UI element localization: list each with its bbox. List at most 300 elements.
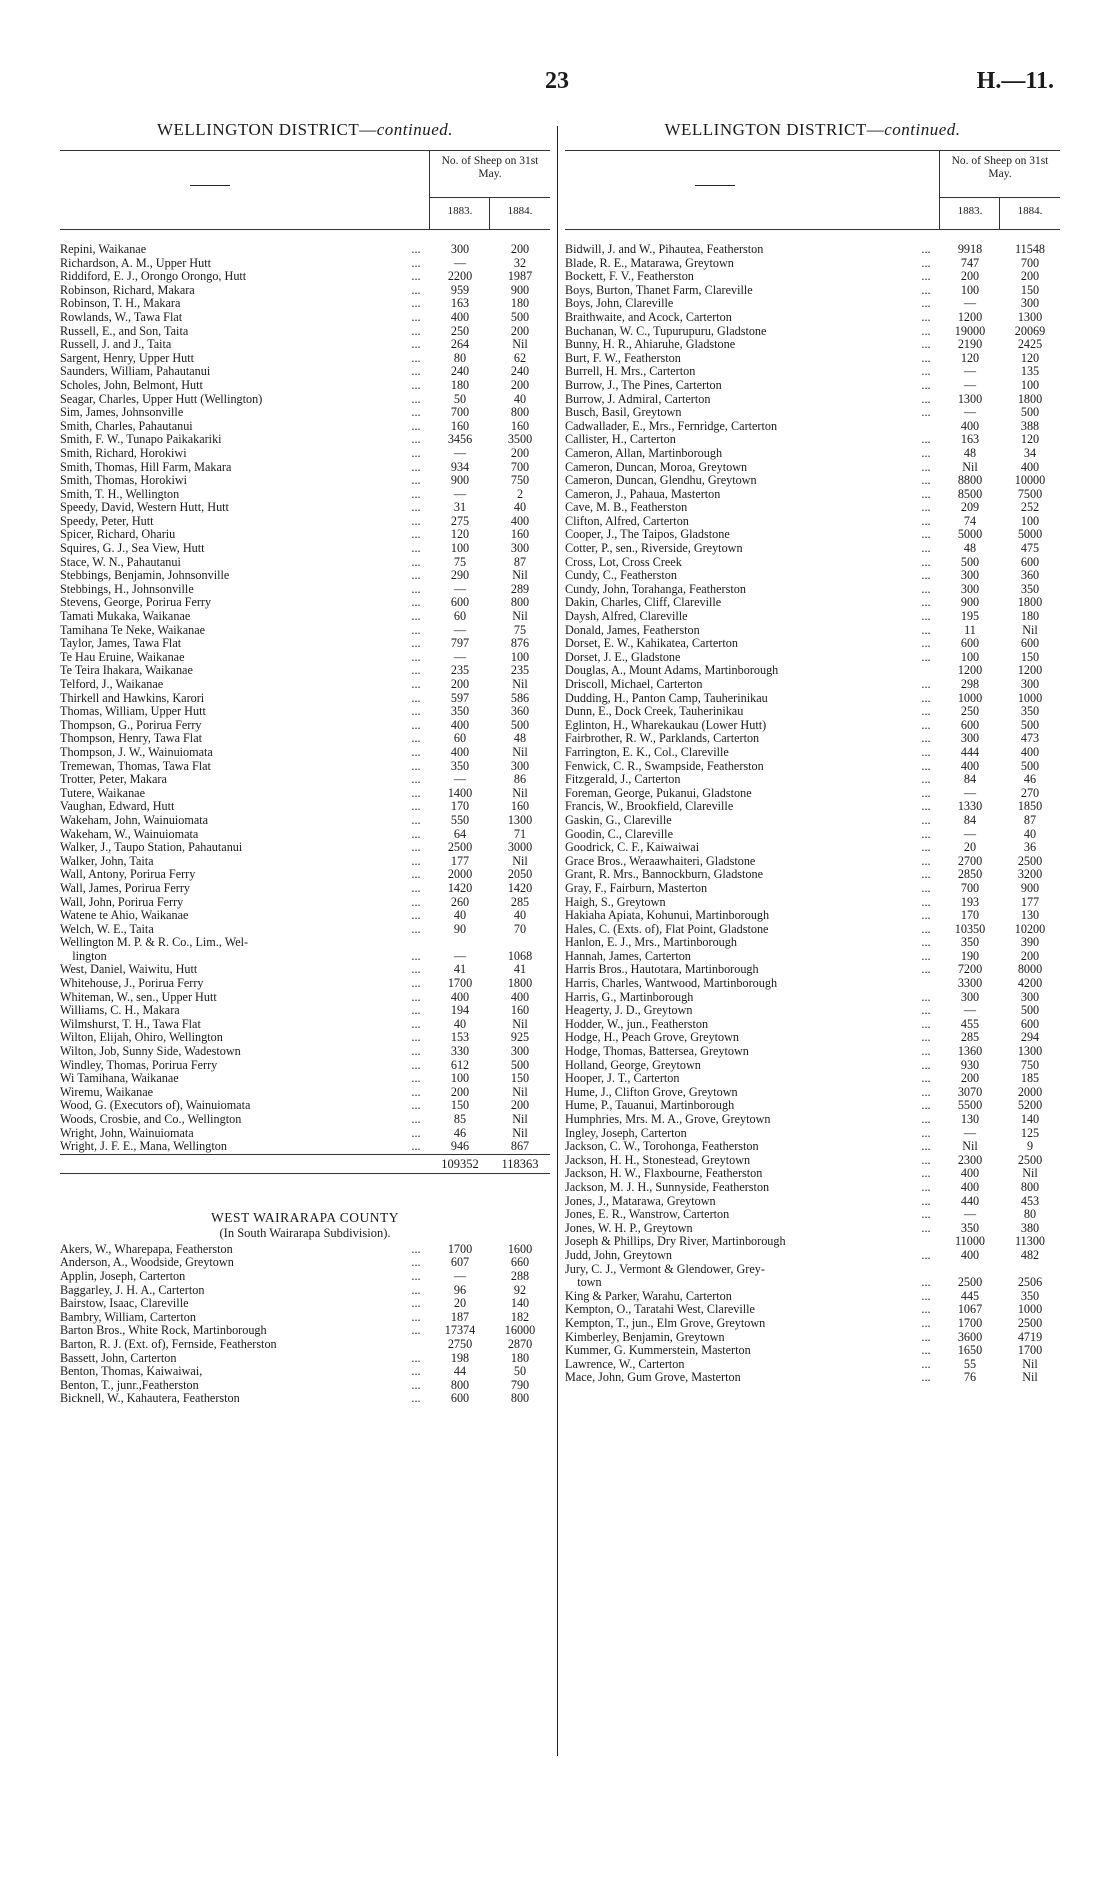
leader-dots: ... — [411, 350, 421, 365]
leader-dots: ... — [921, 282, 931, 297]
sheep-1883: 3456 — [447, 432, 473, 447]
leader-dots: ... — [921, 1152, 931, 1167]
sheep-1884: 200 — [510, 323, 530, 338]
sheep-1883: 76 — [963, 1370, 977, 1385]
sheep-1884: 10200 — [1014, 921, 1046, 936]
table-row — [60, 406, 550, 420]
owner-name: Smith, Thomas, Horokiwi — [60, 474, 188, 488]
table-row — [60, 1072, 550, 1086]
sheep-1884: 3200 — [1017, 867, 1043, 882]
sheep-1883: — — [963, 364, 977, 379]
sheep-1883: 264 — [450, 337, 470, 352]
leader-dots: ... — [921, 1193, 931, 1208]
table-row — [565, 488, 1060, 502]
owner-name: Ingley, Joseph, Carterton — [565, 1126, 687, 1140]
sheep-1884: 600 — [1020, 636, 1040, 651]
leader-dots: ... — [921, 350, 931, 365]
leader-dots: ... — [921, 1084, 931, 1099]
sheep-1883: 250 — [960, 704, 980, 719]
sheep-1884: 2425 — [1017, 337, 1043, 352]
table-row — [565, 311, 1060, 325]
sheep-1884: 1800 — [1017, 595, 1043, 610]
leader-dots: ... — [411, 867, 421, 882]
sheep-1884: 135 — [1020, 364, 1040, 379]
owner-name: Cotter, P., sen., Riverside, Greytown — [565, 542, 743, 556]
sheep-1884: 20069 — [1014, 323, 1046, 338]
leader-dots: ... — [921, 364, 931, 379]
owner-name: Thompson, J. W., Wainuiomata — [60, 745, 213, 759]
leader-dots: ... — [921, 269, 931, 284]
sheep-1884: 600 — [1020, 1016, 1040, 1031]
sheep-1883: 600 — [960, 636, 980, 651]
owner-name: Dorset, E. W., Kahikatea, Carterton — [565, 637, 738, 651]
sheep-1884: 87 — [1023, 812, 1037, 827]
sheep-1884: 750 — [510, 473, 530, 488]
owner-name: Kimberley, Benjamin, Greytown — [565, 1330, 725, 1344]
owner-name: Daysh, Alfred, Clareville — [565, 610, 688, 624]
sheep-1883: 2500 — [447, 840, 473, 855]
leader-dots: ... — [411, 337, 421, 352]
owner-name: Te Hau Eruine, Waikanae — [60, 650, 185, 664]
table-row — [60, 705, 550, 719]
sheep-1883: — — [963, 785, 977, 800]
sheep-1884: 1700 — [1017, 1343, 1043, 1358]
table-row — [565, 297, 1060, 311]
leader-dots: ... — [921, 554, 931, 569]
sheep-1884: 500 — [1020, 1003, 1040, 1018]
owner-name: Heagerty, J. D., Greytown — [565, 1004, 693, 1018]
sheep-1884: 294 — [1020, 1030, 1040, 1045]
leader-dots: ... — [921, 772, 931, 787]
sheep-1883: 60 — [453, 609, 467, 624]
sheep-1883: — — [453, 445, 467, 460]
sheep-1883: 160 — [450, 418, 470, 433]
sheep-1883: 9918 — [957, 242, 983, 256]
sheep-1883: 946 — [450, 1139, 470, 1154]
owner-name: Thirkell and Hawkins, Karori — [60, 691, 205, 705]
leader-dots: ... — [921, 622, 931, 637]
sheep-1884: 36 — [1023, 840, 1037, 855]
table-row — [565, 624, 1060, 638]
leader-dots: ... — [411, 1268, 421, 1283]
leader-dots: ... — [411, 636, 421, 651]
right-column — [565, 120, 1060, 1385]
table-row — [60, 556, 550, 570]
sheep-1884: 876 — [510, 636, 530, 651]
owner-name: Bockett, F. V., Featherston — [565, 270, 694, 284]
table-row — [60, 896, 550, 910]
sheep-1883: 194 — [450, 1003, 470, 1018]
table-row — [565, 542, 1060, 556]
leader-dots: ... — [411, 1241, 421, 1256]
sheep-1884: 160 — [510, 1003, 530, 1018]
leader-dots: ... — [411, 826, 421, 841]
sheep-1884 — [1000, 1263, 1060, 1277]
header-dash — [190, 185, 230, 186]
table-row — [565, 325, 1060, 339]
table-row — [60, 909, 550, 923]
sheep-count-label: No. of Sheep on 31st May. — [951, 155, 1049, 180]
table-row — [60, 474, 550, 488]
leader-dots: ... — [921, 744, 931, 759]
header-dash — [695, 185, 735, 186]
owner-name: Robinson, T. H., Makara — [60, 297, 181, 311]
owner-name: Akers, W., Wharepapa, Featherston — [60, 1242, 233, 1256]
leader-dots: ... — [921, 880, 931, 895]
owner-name: Grant, R. Mrs., Bannockburn, Gladstone — [565, 868, 764, 882]
owner-name: Burt, F. W., Featherston — [565, 351, 681, 365]
left-table-header — [60, 150, 550, 230]
table-row — [60, 828, 550, 842]
leader-dots: ... — [411, 894, 421, 909]
sheep-1884: 252 — [1020, 500, 1040, 515]
sheep-1884: 1300 — [507, 812, 533, 827]
owner-name: Bambry, William, Carterton — [60, 1310, 196, 1324]
owner-name: Cooper, J., The Taipos, Gladstone — [565, 528, 730, 542]
sheep-1884: 120 — [1020, 350, 1040, 365]
sheep-1884: 2506 — [1017, 1275, 1043, 1290]
sheep-1884: Nil — [1022, 1166, 1038, 1181]
owner-name: Hanlon, E. J., Mrs., Martinborough — [565, 936, 737, 950]
sheep-1883: 300 — [960, 568, 980, 583]
owner-name: Donald, James, Featherston — [565, 623, 700, 637]
owner-name: Fenwick, C. R., Swampside, Featherston — [565, 759, 764, 773]
leader-dots: ... — [921, 1247, 931, 1262]
sheep-1884: 500 — [1020, 717, 1040, 732]
sheep-1883: 700 — [450, 405, 470, 420]
table-row — [565, 841, 1060, 855]
leader-dots: ... — [921, 255, 931, 270]
owner-name: Wall, Antony, Porirua Ferry — [60, 868, 196, 882]
sheep-1884: 453 — [1020, 1193, 1040, 1208]
sheep-1884: 700 — [1020, 255, 1040, 270]
leader-dots: ... — [411, 717, 421, 732]
owner-name: Bassett, John, Carterton — [60, 1351, 177, 1365]
leader-dots: ... — [921, 1125, 931, 1140]
leader-dots: ... — [921, 1288, 931, 1303]
leader-dots: ... — [921, 1003, 931, 1018]
owner-name: Cundy, John, Torahanga, Featherston — [565, 582, 746, 596]
sheep-1883: 1000 — [957, 690, 983, 705]
owner-name: Williams, C. H., Makara — [60, 1004, 180, 1018]
owner-name: Boys, John, Clareville — [565, 297, 674, 311]
sheep-1884: 285 — [510, 894, 530, 909]
sheep-1883: 607 — [450, 1255, 470, 1270]
table-row — [60, 787, 550, 801]
table-row — [565, 447, 1060, 461]
sheep-1884: 2050 — [507, 867, 533, 882]
owner-name: Douglas, A., Mount Adams, Martinborough — [565, 664, 779, 678]
table-row — [60, 461, 550, 475]
leader-dots: ... — [411, 921, 421, 936]
sheep-1884 — [490, 936, 550, 950]
sheep-1883: 400 — [960, 1179, 980, 1194]
owner-name: Harris, G., Martinborough — [565, 990, 694, 1004]
leader-dots: ... — [921, 1370, 931, 1385]
right-column-heading: WELLINGTON DISTRICT—continued. — [664, 120, 961, 139]
leader-dots: ... — [411, 1112, 421, 1126]
owner-name: Dudding, H., Panton Camp, Tauherinikau — [565, 691, 768, 705]
sheep-1883: 40 — [453, 908, 467, 923]
sheep-1884: 9 — [1026, 1139, 1034, 1154]
sheep-1883: 1700 — [447, 1241, 473, 1256]
sheep-1883: 120 — [960, 350, 980, 365]
table-row — [60, 936, 550, 950]
leader-dots: ... — [921, 609, 931, 624]
sheep-1884: 500 — [510, 309, 530, 324]
sheep-1883: 600 — [450, 1391, 470, 1406]
sheep-1883: 445 — [960, 1288, 980, 1303]
owner-name: Haigh, S., Greytown — [565, 895, 666, 909]
leader-dots: ... — [921, 1275, 931, 1290]
sheep-1884: 400 — [510, 513, 530, 528]
sheep-1883: 19000 — [954, 323, 986, 338]
owner-name: Cameron, Allan, Martinborough — [565, 446, 723, 460]
owner-name: Tamati Mukaka, Waikanae — [60, 610, 191, 624]
leader-dots: ... — [411, 1391, 421, 1406]
sheep-1883: 934 — [450, 459, 470, 474]
sheep-1884: 180 — [510, 296, 530, 311]
table-row — [565, 882, 1060, 896]
owner-name: Tutere, Waikanae — [60, 786, 145, 800]
sheep-1884: 270 — [1020, 785, 1040, 800]
sheep-1883: 275 — [450, 513, 470, 528]
table-row — [60, 393, 550, 407]
sheep-1883: 187 — [450, 1309, 470, 1324]
table-row — [565, 284, 1060, 298]
sheep-1883: 41 — [453, 962, 467, 977]
leader-dots: ... — [921, 1098, 931, 1113]
sheep-1884: 400 — [1020, 459, 1040, 474]
leader-dots: ... — [921, 649, 931, 664]
leader-dots: ... — [921, 677, 931, 691]
sheep-1883: 80 — [453, 350, 467, 365]
sheep-1884: 41 — [513, 962, 527, 977]
sheep-1884: 11548 — [1014, 242, 1046, 256]
owner-name: Kummer, G. Kummerstein, Masterton — [565, 1344, 751, 1358]
leader-dots: ... — [411, 1044, 421, 1059]
sheep-1884: 1000 — [1017, 1302, 1043, 1317]
sheep-1884: 34 — [1023, 445, 1037, 460]
owner-name: Smith, F. W., Tunapo Paikakariki — [60, 433, 222, 447]
table-row — [60, 841, 550, 855]
sheep-1883: 5500 — [957, 1098, 983, 1113]
sheep-1884: 500 — [1020, 405, 1040, 420]
county-table-rows — [60, 1243, 550, 1406]
table-row — [60, 297, 550, 311]
leader-dots: ... — [411, 785, 421, 800]
sheep-1883: 180 — [450, 377, 470, 392]
leader-dots: ... — [411, 799, 421, 814]
leader-dots: ... — [411, 1016, 421, 1031]
table-row — [565, 501, 1060, 515]
table-row — [565, 991, 1060, 1005]
sheep-1883: 597 — [450, 690, 470, 705]
table-row — [565, 1358, 1060, 1372]
table-row — [565, 1167, 1060, 1181]
owner-name: Woods, Crosbie, and Co., Wellington — [60, 1113, 242, 1126]
leader-dots: ... — [921, 377, 931, 392]
leader-dots: ... — [411, 269, 421, 284]
sheep-1884: 200 — [510, 242, 530, 256]
owner-name: Cave, M. B., Featherston — [565, 501, 688, 515]
sheep-1883: 260 — [450, 894, 470, 909]
table-row — [60, 773, 550, 787]
sheep-1883: 190 — [960, 948, 980, 963]
table-row — [60, 379, 550, 393]
owner-name: Anderson, A., Woodside, Greytown — [60, 1256, 234, 1270]
sheep-1883: 400 — [960, 1247, 980, 1262]
owner-name: Russell, J. and J., Taita — [60, 338, 172, 352]
sheep-1883: 2850 — [957, 867, 983, 882]
sheep-1883: — — [453, 622, 467, 637]
sheep-1883: 800 — [450, 1377, 470, 1392]
owner-name: Robinson, Richard, Makara — [60, 283, 195, 297]
leader-dots: ... — [411, 948, 421, 963]
sheep-1883: 170 — [960, 908, 980, 923]
table-row — [60, 868, 550, 882]
table-row — [565, 760, 1060, 774]
owner-name: Humphries, Mrs. M. A., Grove, Greytown — [565, 1113, 771, 1126]
table-row — [565, 1154, 1060, 1168]
sheep-1884: 2 — [516, 486, 524, 501]
leader-dots: ... — [921, 527, 931, 542]
table-row — [60, 542, 550, 556]
sheep-1883: 17374 — [444, 1323, 476, 1338]
table-row — [60, 1352, 550, 1366]
sheep-1884: 177 — [1020, 894, 1040, 909]
year-labels — [430, 205, 550, 217]
sheep-1883 — [940, 1263, 1000, 1277]
year-1883: 1883. — [447, 205, 473, 217]
owner-name: Harris Bros., Hautotara, Martinborough — [565, 963, 759, 977]
sheep-1883: 170 — [450, 799, 470, 814]
owner-name: Tamihana Te Neke, Waikanae — [60, 623, 206, 637]
county-subheading: (In South Wairarapa Subdivision). — [219, 1225, 391, 1240]
owner-name: Burrell, H. Mrs., Carterton — [565, 365, 696, 379]
sheep-1883: 11 — [964, 622, 976, 637]
owner-name: Hannah, James, Carterton — [565, 949, 691, 963]
sheep-1883: Nil — [962, 1139, 978, 1154]
leader-dots: ... — [921, 908, 931, 923]
table-row — [565, 583, 1060, 597]
sheep-1883: 1200 — [957, 663, 983, 678]
sheep-1884: 100 — [510, 649, 530, 664]
table-row — [60, 1311, 550, 1325]
table-row — [60, 1284, 550, 1298]
sheep-1883: 959 — [450, 282, 470, 297]
sheep-1884: 288 — [510, 1268, 530, 1283]
sheep-1883: 130 — [960, 1112, 980, 1126]
table-row — [60, 528, 550, 542]
leader-dots: ... — [411, 1296, 421, 1311]
owner-name: Dorset, J. E., Gladstone — [565, 650, 681, 664]
table-row — [60, 311, 550, 325]
owner-name: Speedy, David, Western Hutt, Hutt — [60, 501, 229, 515]
sheep-1884: 4719 — [1017, 1329, 1043, 1344]
leader-dots: ... — [411, 432, 421, 447]
table-row — [60, 882, 550, 896]
owner-name: Harris, Charles, Wantwood, Martinborough — [565, 977, 778, 991]
leader-dots: ... — [411, 391, 421, 406]
owner-name: Hodge, H., Peach Grove, Greytown — [565, 1031, 739, 1045]
sheep-1883: 84 — [963, 812, 977, 827]
table-row — [60, 1113, 550, 1127]
leader-dots: ... — [921, 323, 931, 338]
owner-name: Wright, J. F. E., Mana, Wellington — [60, 1140, 227, 1154]
right-table-rows — [565, 243, 1060, 1385]
table-row — [60, 1324, 550, 1338]
leader-dots: ... — [921, 826, 931, 841]
leader-dots: ... — [921, 1057, 931, 1072]
table-row — [60, 760, 550, 774]
table-row — [60, 732, 550, 746]
sheep-1883: 1067 — [957, 1302, 983, 1317]
sheep-1883: — — [453, 486, 467, 501]
owner-name: Taylor, James, Tawa Flat — [60, 637, 182, 651]
sheep-1884: Nil — [1022, 1356, 1038, 1371]
sheep-1883: 209 — [960, 500, 980, 515]
table-row — [565, 828, 1060, 842]
leader-dots: ... — [921, 1030, 931, 1045]
table-row — [565, 963, 1060, 977]
sheep-1883: 500 — [960, 554, 980, 569]
owner-name: Clifton, Alfred, Carterton — [565, 514, 689, 528]
owner-name: Eglinton, H., Wharekaukau (Lower Hutt) — [565, 718, 767, 732]
sheep-1884: 240 — [510, 364, 530, 379]
table-row — [60, 610, 550, 624]
sheep-1884: Nil — [512, 568, 528, 583]
leader-dots: ... — [921, 568, 931, 583]
table-row — [565, 379, 1060, 393]
sheep-1883 — [430, 936, 490, 950]
sheep-1883: 200 — [450, 1084, 470, 1099]
sheep-1883: 64 — [453, 826, 467, 841]
sheep-1883: 455 — [960, 1016, 980, 1031]
table-row — [565, 257, 1060, 271]
leader-dots: ... — [411, 445, 421, 460]
owner-name: Applin, Joseph, Carterton — [60, 1269, 186, 1283]
table-row — [60, 447, 550, 461]
sheep-1883: 400 — [450, 309, 470, 324]
leader-dots: ... — [411, 908, 421, 923]
owner-name: Wright, John, Wainuiomata — [60, 1126, 194, 1140]
table-row — [565, 1222, 1060, 1236]
sheep-1884: 40 — [513, 500, 527, 515]
sheep-1883: 177 — [450, 853, 470, 868]
sheep-1884: 16000 — [504, 1323, 536, 1338]
sheep-1883: 350 — [450, 704, 470, 719]
sheep-1884: Nil — [512, 853, 528, 868]
leader-dots: ... — [921, 581, 931, 596]
owner-name: Burrow, J., The Pines, Carterton — [565, 378, 722, 392]
sheep-1884: 3000 — [507, 840, 533, 855]
leader-dots: ... — [921, 1016, 931, 1031]
table-row — [60, 1140, 550, 1154]
table-row — [565, 637, 1060, 651]
table-row — [60, 719, 550, 733]
sheep-1883: — — [963, 1125, 977, 1140]
table-row — [60, 814, 550, 828]
owner-name: Seagar, Charles, Upper Hutt (Wellington) — [60, 392, 263, 406]
table-row — [565, 936, 1060, 950]
sheep-1884: Nil — [512, 744, 528, 759]
table-row — [60, 1338, 550, 1352]
sheep-1883: 200 — [960, 269, 980, 284]
leader-dots: ... — [921, 1166, 931, 1181]
owner-name: town — [565, 1276, 602, 1290]
table-row — [565, 1127, 1060, 1141]
